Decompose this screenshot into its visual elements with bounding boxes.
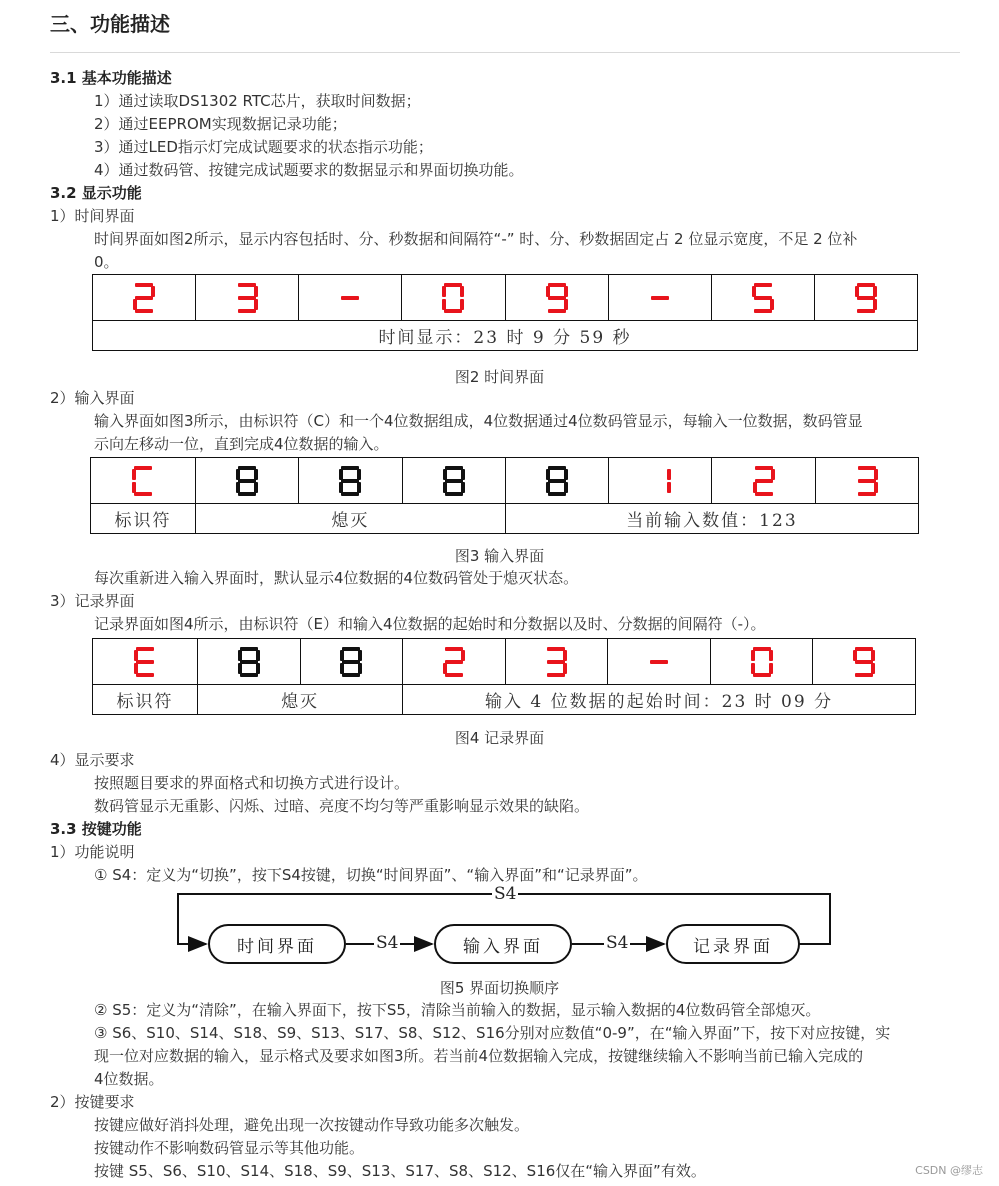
segment-g [135,296,153,300]
key-req-3: 按键 S5、S6、S10、S14、S18、S9、S13、S17、S8、S12、S16仅在“输入界面”有效。 [94,1162,706,1180]
segment-g [651,296,669,300]
segment-g [855,660,873,664]
seven-segment-glyph [234,282,260,314]
interface-switch-diagram [170,884,840,970]
segment-g [754,296,772,300]
segment-c [667,482,671,493]
segment-e [442,299,446,310]
segment-b [358,650,362,661]
segment-b [873,286,877,297]
segment-f [752,286,756,297]
segment-b [254,469,258,480]
segment-d [755,492,773,496]
s31-item-3: 3）通过LED指示灯完成试题要求的状态指示功能； [94,138,433,156]
title-divider [50,52,960,53]
time-interface-desc-2: 0。 [94,253,119,271]
segment-g [548,479,566,483]
segment-b [254,286,258,297]
segment-e [340,663,344,674]
node-input-interface: 输入界面 [434,924,572,964]
record-label-identifier: 标识符 [93,685,198,715]
segment-c [460,299,464,310]
segment-e [443,663,447,674]
seven-segment-glyph [646,646,672,678]
segment-f [238,650,242,661]
segment-a [754,283,772,287]
segment-d [240,673,258,677]
record-label-off: 熄灭 [198,685,403,715]
segment-a [342,647,360,651]
segment-a [341,466,359,470]
record-digit-2 [198,639,301,685]
segment-e [236,482,240,493]
time-digit-3 [299,275,402,321]
segment-g [342,660,360,664]
segment-g [238,296,256,300]
segment-d [135,309,153,313]
segment-b [563,650,567,661]
segment-b [769,650,773,661]
node-time-interface: 时间界面 [208,924,346,964]
seven-segment-glyph [647,282,673,314]
segment-e [238,663,242,674]
segment-b [460,286,464,297]
time-digit-4 [402,275,505,321]
input-interface-desc-1: 输入界面如图3所示，由标识符（C）和一个4位数据组成，4位数据通过4位数码管显示，每输入一位数据，数码管显 [94,412,863,430]
seven-segment-glyph [543,646,569,678]
segment-b [256,650,260,661]
seven-segment-glyph [440,282,466,314]
record-digit-3 [300,639,403,685]
section-3-3-heading: 3.3 按键功能 [50,820,142,838]
segment-f [546,469,550,480]
s6-definition-2: 现一位对应数据的输入，显示格式及要求如图3所。若当前4位数据输入完成，按键继续输入不影响当前已输入完成的 [94,1047,864,1065]
segment-d [238,309,256,313]
segment-b [357,469,361,480]
csdn-watermark: CSDN @缪志 [915,1164,983,1177]
display-req-2: 数码管显示无重影、闪烁、过暗、亮度不均匀等严重影响显示效果的缺陷。 [94,797,590,815]
segment-c [254,299,258,310]
seven-segment-glyph [853,282,879,314]
segment-g [136,660,154,664]
key-req-2: 按键动作不影响数码管显示等其他功能。 [94,1139,365,1157]
segment-d [855,673,873,677]
edge-label-2: S4 [606,933,629,953]
segment-g [238,479,256,483]
key-req-title: 2）按键要求 [50,1093,135,1111]
s31-item-1: 1）通过读取DS1302 RTC芯片，获取时间数据； [94,92,421,110]
segment-g [240,660,258,664]
segment-f [132,469,136,480]
segment-a [135,283,153,287]
section-3-1-heading: 3.1 基本功能描述 [50,69,172,87]
record-label-start-time: 输入 4 位数据的起始时间：23 时 09 分 [403,685,916,715]
segment-c [461,482,465,493]
segment-a [755,466,773,470]
display-req-title: 4）显示要求 [50,751,135,769]
segment-b [151,286,155,297]
segment-c [254,482,258,493]
s31-item-2: 2）通过EEPROM实现数据记录功能； [94,115,347,133]
seven-segment-glyph [441,646,467,678]
segment-d [238,492,256,496]
key-req-1: 按键应做好消抖处理，避免出现一次按键动作导致功能多次触发。 [94,1116,530,1134]
segment-g [548,296,566,300]
segment-c [563,663,567,674]
segment-f [236,469,240,480]
page-title: 三、功能描述 [50,12,170,36]
record-interface-desc: 记录界面如图4所示，由标识符（E）和输入4位数据的起始时和分数据以及时、分数据的间隔符（-）。 [94,615,766,633]
segment-b [564,286,568,297]
input-interface-desc-2: 示向左移动一位，直到完成4位数据的输入。 [94,435,389,453]
segment-d [444,309,462,313]
input-interface-title: 2）输入界面 [50,389,135,407]
segment-g [341,479,359,483]
seven-segment-glyph [236,646,262,678]
segment-e [133,299,137,310]
input-digit-8 [815,458,918,504]
segment-g [858,479,876,483]
segment-d [548,492,566,496]
time-interface-title: 1）时间界面 [50,207,135,225]
figure-5-caption: 图5 界面切换顺序 [439,979,560,997]
segment-d [547,673,565,677]
seven-segment-glyph [851,646,877,678]
input-digit-1 [91,458,196,504]
seven-segment-glyph [131,282,157,314]
input-label-identifier: 标识符 [91,504,196,534]
segment-e [751,663,755,674]
node-record-interface: 记录界面 [666,924,800,964]
segment-a [445,466,463,470]
record-display-figure [92,638,916,715]
s5-definition: ② S5：定义为“清除”，在输入界面下，按下S5，清除当前输入的数据，显示输入数据的4位数码管全部熄灭。 [94,1001,821,1019]
segment-a [855,647,873,651]
segment-b [871,650,875,661]
section-3-2-heading: 3.2 显示功能 [50,184,142,202]
segment-c [873,299,877,310]
time-digit-5 [505,275,608,321]
segment-f [339,469,343,480]
seven-segment-glyph [749,646,775,678]
segment-g [547,660,565,664]
segment-f [443,469,447,480]
time-digit-6 [608,275,711,321]
figure-2-caption: 图2 时间界面 [454,368,545,386]
figure-4-caption: 图4 记录界面 [454,729,545,747]
input-digit-5 [505,458,608,504]
seven-segment-glyph [132,646,158,678]
segment-e [546,482,550,493]
record-digit-7 [710,639,813,685]
seven-segment-glyph [337,282,363,314]
segment-a [238,466,256,470]
segment-c [874,482,878,493]
segment-c [357,482,361,493]
record-digit-4 [403,639,506,685]
segment-b [461,469,465,480]
segment-a [136,647,154,651]
segment-b [771,469,775,480]
segment-e [132,482,136,493]
seven-segment-glyph [441,465,467,497]
segment-d [548,309,566,313]
input-label-value: 当前输入数值：123 [505,504,918,534]
s4-definition: ① S4：定义为“切换”，按下S4按键，切换“时间界面”、“输入界面”和“记录界面”。 [94,866,648,884]
record-digit-5 [505,639,608,685]
seven-segment-glyph [234,465,260,497]
segment-g [445,479,463,483]
segment-a [240,647,258,651]
seven-segment-glyph [130,465,156,497]
seven-segment-glyph [750,282,776,314]
segment-d [342,673,360,677]
func-desc-title: 1）功能说明 [50,843,135,861]
input-digit-7 [712,458,815,504]
segment-d [753,673,771,677]
segment-g [650,660,668,664]
segment-a [238,283,256,287]
segment-c [564,299,568,310]
time-digit-8 [814,275,917,321]
segment-b [667,469,671,480]
segment-f [340,650,344,661]
segment-a [548,283,566,287]
seven-segment-glyph [544,465,570,497]
segment-d [445,492,463,496]
input-digit-4 [402,458,505,504]
seven-segment-glyph [544,282,570,314]
seven-segment-glyph [337,465,363,497]
seven-segment-glyph [751,465,777,497]
seven-segment-glyph [338,646,364,678]
s6-definition-3: 4位数据。 [94,1070,164,1088]
segment-a [857,283,875,287]
input-digit-6 [609,458,712,504]
segment-b [461,650,465,661]
segment-d [341,492,359,496]
s6-definition-1: ③ S6、S10、S14、S18、S9、S13、S17、S8、S12、S16分别对应数值“0-9”，在“输入界面”下，按下对应按键，实 [94,1024,891,1042]
time-display-figure [92,274,918,351]
segment-e [443,482,447,493]
segment-e [339,482,343,493]
segment-b [564,469,568,480]
segment-c [256,663,260,674]
segment-d [445,673,463,677]
segment-f [853,650,857,661]
seven-segment-glyph [647,465,673,497]
segment-a [858,466,876,470]
segment-d [754,309,772,313]
time-digit-7 [711,275,814,321]
segment-c [358,663,362,674]
input-digit-2 [196,458,299,504]
time-digit-2 [196,275,299,321]
segment-c [564,482,568,493]
segment-d [136,673,154,677]
segment-a [444,283,462,287]
segment-e [753,482,757,493]
segment-f [855,286,859,297]
seven-segment-glyph [854,465,880,497]
segment-e [134,663,138,674]
segment-f [442,286,446,297]
segment-c [769,663,773,674]
record-digit-8 [813,639,916,685]
segment-d [857,309,875,313]
loop-edge-label: S4 [494,884,517,904]
segment-g [341,296,359,300]
segment-g [857,296,875,300]
input-digit-3 [299,458,402,504]
s31-item-4: 4）通过数码管、按键完成试题要求的数据显示和界面切换功能。 [94,161,524,179]
figure-3-caption: 图3 输入界面 [454,547,545,565]
segment-a [134,466,152,470]
segment-a [548,466,566,470]
segment-d [134,492,152,496]
segment-f [546,286,550,297]
segment-g [755,479,773,483]
segment-c [770,299,774,310]
input-interface-note: 每次重新进入输入界面时，默认显示4位数据的4位数码管处于熄灭状态。 [94,569,579,587]
edge-label-1: S4 [376,933,399,953]
segment-c [871,663,875,674]
record-digit-6 [608,639,711,685]
segment-g [445,660,463,664]
input-display-figure [90,457,919,534]
record-interface-title: 3）记录界面 [50,592,135,610]
segment-a [445,647,463,651]
segment-d [858,492,876,496]
segment-a [547,647,565,651]
display-req-1: 按照题目要求的界面格式和切换方式进行设计。 [94,774,410,792]
segment-f [134,650,138,661]
record-digit-1 [93,639,198,685]
input-label-off: 熄灭 [196,504,506,534]
time-interface-desc-1: 时间界面如图2所示，显示内容包括时、分、秒数据和间隔符“-” 时、分、秒数据固定占 2 位显示宽度，不足 2 位补 [94,230,858,248]
time-display-label: 时间显示：23 时 9 分 59 秒 [93,321,918,351]
segment-a [753,647,771,651]
segment-f [751,650,755,661]
time-digit-1 [93,275,196,321]
segment-b [874,469,878,480]
